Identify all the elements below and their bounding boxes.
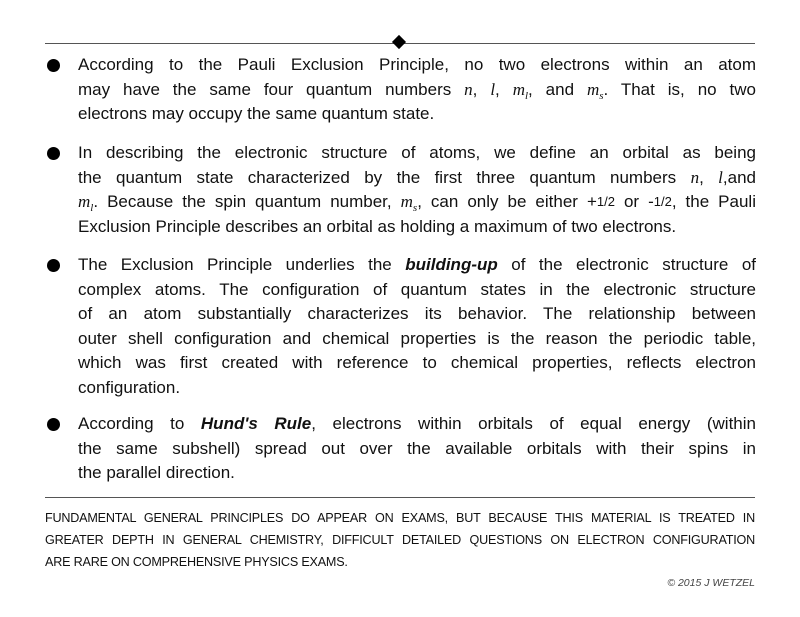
fraction: 1/2 (596, 194, 615, 209)
text: According to (78, 414, 201, 433)
text: configuration. (78, 377, 181, 397)
math-symbol: n (690, 167, 700, 187)
paragraph-line (78, 103, 756, 125)
text: of an atom substantially characterizes its behavior. The relationship between (78, 304, 756, 323)
text: According to the Pauli Exclusion Principle, no two electrons within an atom (78, 55, 756, 74)
math-symbol: n (464, 79, 473, 99)
paragraph-line (78, 191, 756, 213)
bullet-icon (47, 147, 60, 160)
paragraph-line (78, 79, 756, 101)
text: , and (528, 79, 587, 99)
paragraph-line (78, 167, 756, 189)
math-subscript: s (599, 89, 604, 102)
text: electrons may occupy the same quantum state. (78, 104, 435, 123)
text: , (495, 79, 513, 99)
paragraph-line (78, 279, 756, 301)
paragraph-line (78, 54, 756, 76)
paragraph-line (78, 142, 756, 164)
paragraph-line (78, 328, 756, 350)
text: Exclusion Principle describes an orbital as holding a maximum of two electrons. (78, 216, 677, 236)
text: of the electronic structure of (497, 255, 757, 274)
bullet-icon (47, 418, 60, 431)
text: ,and (722, 167, 756, 187)
text: the parallel direction. (78, 463, 235, 482)
diamond-ornament-icon (392, 35, 406, 49)
text: may have the same four quantum numbers (78, 79, 465, 99)
text: which was first created with reference to chemical properties, reflects electron (78, 353, 756, 372)
text: . Because the spin quantum number, (93, 192, 401, 211)
bullet-icon (47, 59, 60, 72)
fraction: 1/2 (653, 194, 672, 209)
text: the same subshell) spread out over the available orbitals with their spins in (78, 438, 756, 458)
text: In describing the electronic structure of atoms, we define an orbital as being (78, 143, 756, 162)
text: , (472, 79, 491, 99)
paragraph-line (78, 438, 756, 460)
math-symbol: l (490, 79, 496, 99)
emphasis: building-up (405, 255, 498, 274)
math-symbol: l (718, 167, 723, 187)
copyright: © 2015 J WETZEL (667, 577, 755, 589)
paragraph-line (78, 352, 756, 374)
math-subscript: l (90, 202, 94, 214)
footer-line-2: GREATER DEPTH IN GENERAL CHEMISTRY, DIFFICULT DETAILED QUESTIONS ON ELECTRON CONFIGURATION (45, 533, 755, 547)
text: the quantum state characterized by the first three quantum numbers (78, 167, 691, 187)
text: , can only be either + (417, 192, 597, 211)
math-symbol: m (78, 192, 91, 211)
text: complex atoms. The configuration of quantum states in the electronic structure (78, 279, 756, 299)
math-symbol: m (586, 79, 600, 99)
math-symbol: m (512, 79, 525, 99)
text: . That is, no two (603, 79, 756, 99)
text: outer shell configuration and chemical properties is the reason the periodic table, (78, 328, 756, 348)
math-subscript: s (412, 202, 418, 214)
text: , the Pauli (671, 192, 756, 211)
paragraph-line (78, 216, 756, 238)
bullet-icon (47, 259, 60, 272)
paragraph-line (78, 462, 756, 484)
math-symbol: m (400, 192, 413, 211)
math-subscript: l (524, 89, 529, 102)
paragraph-line (78, 377, 756, 399)
paragraph-line (78, 303, 756, 325)
footer-line-1: FUNDAMENTAL GENERAL PRINCIPLES DO APPEAR ON EXAMS, BUT BECAUSE THIS MATERIAL IS TREATED IN (45, 511, 755, 525)
paragraph-line (78, 413, 756, 435)
paragraph-line (78, 254, 756, 276)
footer-line-3: ARE RARE ON COMPREHENSIVE PHYSICS EXAMS. (45, 555, 348, 569)
text: or - (614, 192, 654, 211)
text: , electrons within orbitals of equal energy (within (311, 414, 756, 433)
text: The Exclusion Principle underlies the (78, 255, 406, 274)
emphasis: Hund's Rule (200, 414, 312, 433)
footer-rule (45, 497, 755, 498)
text: , (699, 167, 719, 187)
